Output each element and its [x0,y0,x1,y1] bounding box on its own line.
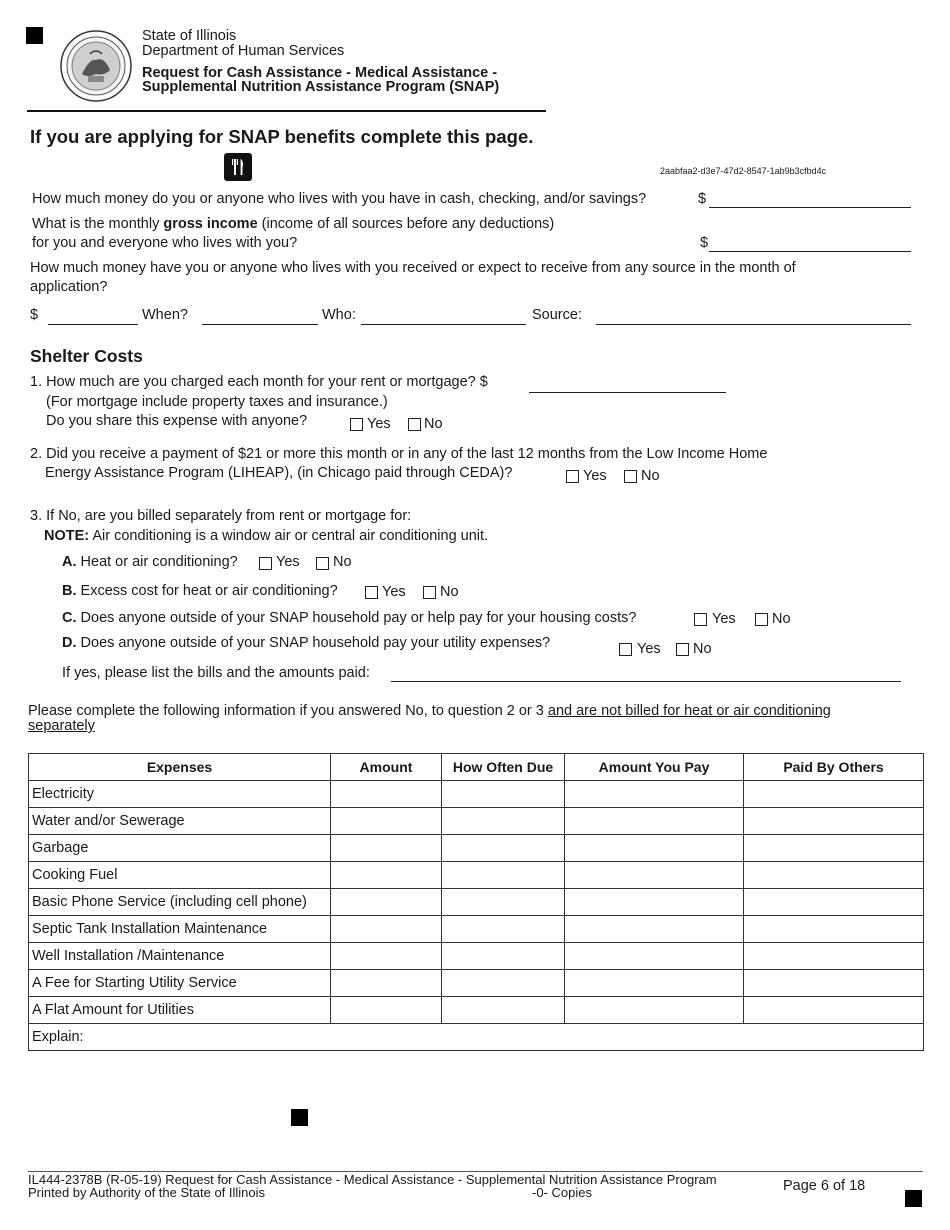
received-dollar: $ [30,307,39,323]
amount-you-pay-cell[interactable] [565,835,744,862]
billed-separately-question: 3. If No, are you billed separately from rent or mortgage for: [30,508,412,524]
share-expense-no-label: No [424,416,443,432]
amount-cell[interactable] [331,997,442,1024]
registration-mark-top-left [26,27,43,44]
instructions-line1: Please complete the following information if you answered No, to question 2 or 3 and are not billed for heat or air conditioning [28,703,831,719]
paid-by-others-cell[interactable] [744,889,924,916]
when-label: When? [142,307,188,323]
how-often-cell[interactable] [442,943,565,970]
housing-help-yes-label: Yes [712,611,736,627]
gross-income-question: What is the monthly gross income (income of all sources before any deductions) [32,216,555,232]
registration-mark-bottom-right [905,1190,922,1207]
amount-you-pay-cell[interactable] [565,970,744,997]
paid-by-others-cell[interactable] [744,916,924,943]
how-often-cell[interactable] [442,808,565,835]
cash-amount-field[interactable] [709,207,911,208]
table-header-row [29,754,924,781]
section-title: If you are applying for SNAP benefits complete this page. [30,126,534,147]
table-row [29,835,924,862]
when-field[interactable] [202,324,318,325]
heat-ac-yes-checkbox[interactable] [259,557,272,570]
shelter-costs-title: Shelter Costs [30,346,143,366]
paid-by-others-cell[interactable] [744,781,924,808]
expense-label: Water and/or Sewerage [29,808,331,835]
housing-help-no-label: No [772,611,791,627]
ac-note: NOTE: Air conditioning is a window air or central air conditioning unit. [44,528,489,544]
table-row [29,943,924,970]
gross-income-question-line2: for you and everyone who lives with you? [32,235,298,251]
utility-help-no-checkbox[interactable] [676,643,689,656]
expense-label: A Flat Amount for Utilities [29,997,331,1024]
housing-help-question: C. Does anyone outside of your SNAP household pay or help pay for your housing costs? [62,610,637,626]
explain-row [29,1024,924,1051]
liheap-question-line1: 2. Did you receive a payment of $21 or more this month or in any of the last 12 months from the Low Income Home [30,446,768,462]
form-title-line2: Supplemental Nutrition Assistance Program (SNAP) [142,79,500,95]
amount-cell[interactable] [331,970,442,997]
who-label: Who: [322,307,356,323]
expense-label: Basic Phone Service (including cell phone) [29,889,331,916]
form-title-line1: Request for Cash Assistance - Medical Assistance - [142,65,498,81]
how-often-cell[interactable] [442,970,565,997]
amount-you-pay-cell[interactable] [565,997,744,1024]
explain-cell[interactable] [29,1024,924,1051]
explain-label: Explain: [32,1029,84,1045]
amount-cell[interactable] [331,835,442,862]
utility-help-yes-label: Yes [637,641,661,657]
mortgage-note: (For mortgage include property taxes and insurance.) [46,394,388,410]
who-field[interactable] [361,324,526,325]
liheap-yes-label: Yes [583,468,607,484]
housing-help-yes-checkbox[interactable] [694,613,707,626]
instructions-line2: separately [28,718,95,734]
agency-line2: Department of Human Services [142,43,345,59]
paid-by-others-cell[interactable] [744,997,924,1024]
how-often-cell[interactable] [442,889,565,916]
housing-help-no-checkbox[interactable] [755,613,768,626]
state-seal-icon [60,30,132,102]
utility-help-question: D. Does anyone outside of your SNAP household pay your utility expenses? [62,635,551,651]
amount-you-pay-cell[interactable] [565,916,744,943]
expense-label: Septic Tank Installation Maintenance [29,916,331,943]
excess-cost-no-checkbox[interactable] [423,586,436,599]
table-row [29,862,924,889]
amount-you-pay-cell[interactable] [565,862,744,889]
amount-you-pay-cell[interactable] [565,943,744,970]
liheap-no-checkbox[interactable] [624,470,637,483]
document-id: 2aabfaa2-d3e7-47d2-8547-1ab9b3cfbd4c [660,166,827,176]
how-often-cell[interactable] [442,997,565,1024]
footer-copies: -0- Copies [532,1185,592,1200]
list-bills-field[interactable] [391,681,901,682]
cash-dollar: $ [698,191,707,207]
footer-page-number: Page 6 of 18 [783,1178,866,1194]
paid-by-others-cell[interactable] [744,808,924,835]
expense-label: Well Installation /Maintenance [29,943,331,970]
agency-line1: State of Illinois [142,28,237,44]
share-expense-no-checkbox[interactable] [408,418,421,431]
expense-label: Garbage [29,835,331,862]
how-often-cell[interactable] [442,835,565,862]
received-question-line1: How much money have you or anyone who lives with you received or expect to receive from any source in the month of [30,260,796,276]
gross-income-field[interactable] [709,251,911,252]
table-row [29,916,924,943]
excess-cost-question: B. Excess cost for heat or air conditioning? [62,583,338,599]
paid-by-others-cell[interactable] [744,943,924,970]
table-row [29,808,924,835]
liheap-question-line2: Energy Assistance Program (LIHEAP), (in Chicago paid through CEDA)? [45,465,513,481]
expenses-table [28,753,924,1051]
registration-mark-mid [291,1109,308,1126]
footer-authority-line: Printed by Authority of the State of Illinois [28,1185,266,1200]
header-expenses: Expenses [29,754,331,781]
heat-ac-yes-label: Yes [276,554,300,570]
liheap-yes-checkbox[interactable] [566,470,579,483]
table-row [29,889,924,916]
amount-cell[interactable] [331,781,442,808]
header-paid-by-others: Paid By Others [744,754,924,781]
expense-label: Cooking Fuel [29,862,331,889]
excess-cost-yes-checkbox[interactable] [365,586,378,599]
received-amount-field[interactable] [48,324,138,325]
received-question-line2: application? [30,279,108,295]
header-how-often-due: How Often Due [442,754,565,781]
how-often-cell[interactable] [442,862,565,889]
how-often-cell[interactable] [442,916,565,943]
header-amount-you-pay: Amount You Pay [565,754,744,781]
list-bills-label: If yes, please list the bills and the amounts paid: [62,665,370,681]
rent-question: 1. How much are you charged each month for your rent or mortgage? $ [30,374,488,390]
amount-cell[interactable] [331,943,442,970]
amount-cell[interactable] [331,889,442,916]
amount-cell[interactable] [331,916,442,943]
footer-form-line: IL444-2378B (R-05-19) Request for Cash Assistance - Medical Assistance - Supplemental Nutrition Assistance Program [28,1172,717,1187]
paid-by-others-cell[interactable] [744,970,924,997]
share-expense-yes-checkbox[interactable] [350,418,363,431]
rent-amount-field[interactable] [529,392,726,393]
cash-question: How much money do you or anyone who lives with you have in cash, checking, and/or savings? [32,191,647,207]
header-amount: Amount [331,754,442,781]
excess-cost-yes-label: Yes [382,584,406,600]
paid-by-others-cell[interactable] [744,862,924,889]
table-row [29,781,924,808]
utility-help-yes-checkbox[interactable] [619,643,632,656]
share-expense-yes-label: Yes [367,416,391,432]
gross-income-dollar: $ [700,235,709,251]
share-expense-question: Do you share this expense with anyone? [46,413,308,429]
amount-you-pay-cell[interactable] [565,808,744,835]
amount-cell[interactable] [331,808,442,835]
paid-by-others-cell[interactable] [744,835,924,862]
excess-cost-no-label: No [440,584,459,600]
source-field[interactable] [596,324,911,325]
utility-help-no-label: No [693,641,712,657]
amount-you-pay-cell[interactable] [565,781,744,808]
header-rule [27,110,546,112]
source-label: Source: [532,307,582,323]
liheap-no-label: No [641,468,660,484]
heat-ac-no-label: No [333,554,352,570]
fork-knife-icon [224,153,252,181]
how-often-cell[interactable] [442,781,565,808]
amount-you-pay-cell[interactable] [565,889,744,916]
table-row [29,997,924,1024]
heat-ac-question: A. Heat or air conditioning? [62,554,238,570]
expense-label: Electricity [29,781,331,808]
amount-cell[interactable] [331,862,442,889]
expense-label: A Fee for Starting Utility Service [29,970,331,997]
table-row [29,970,924,997]
heat-ac-no-checkbox[interactable] [316,557,329,570]
